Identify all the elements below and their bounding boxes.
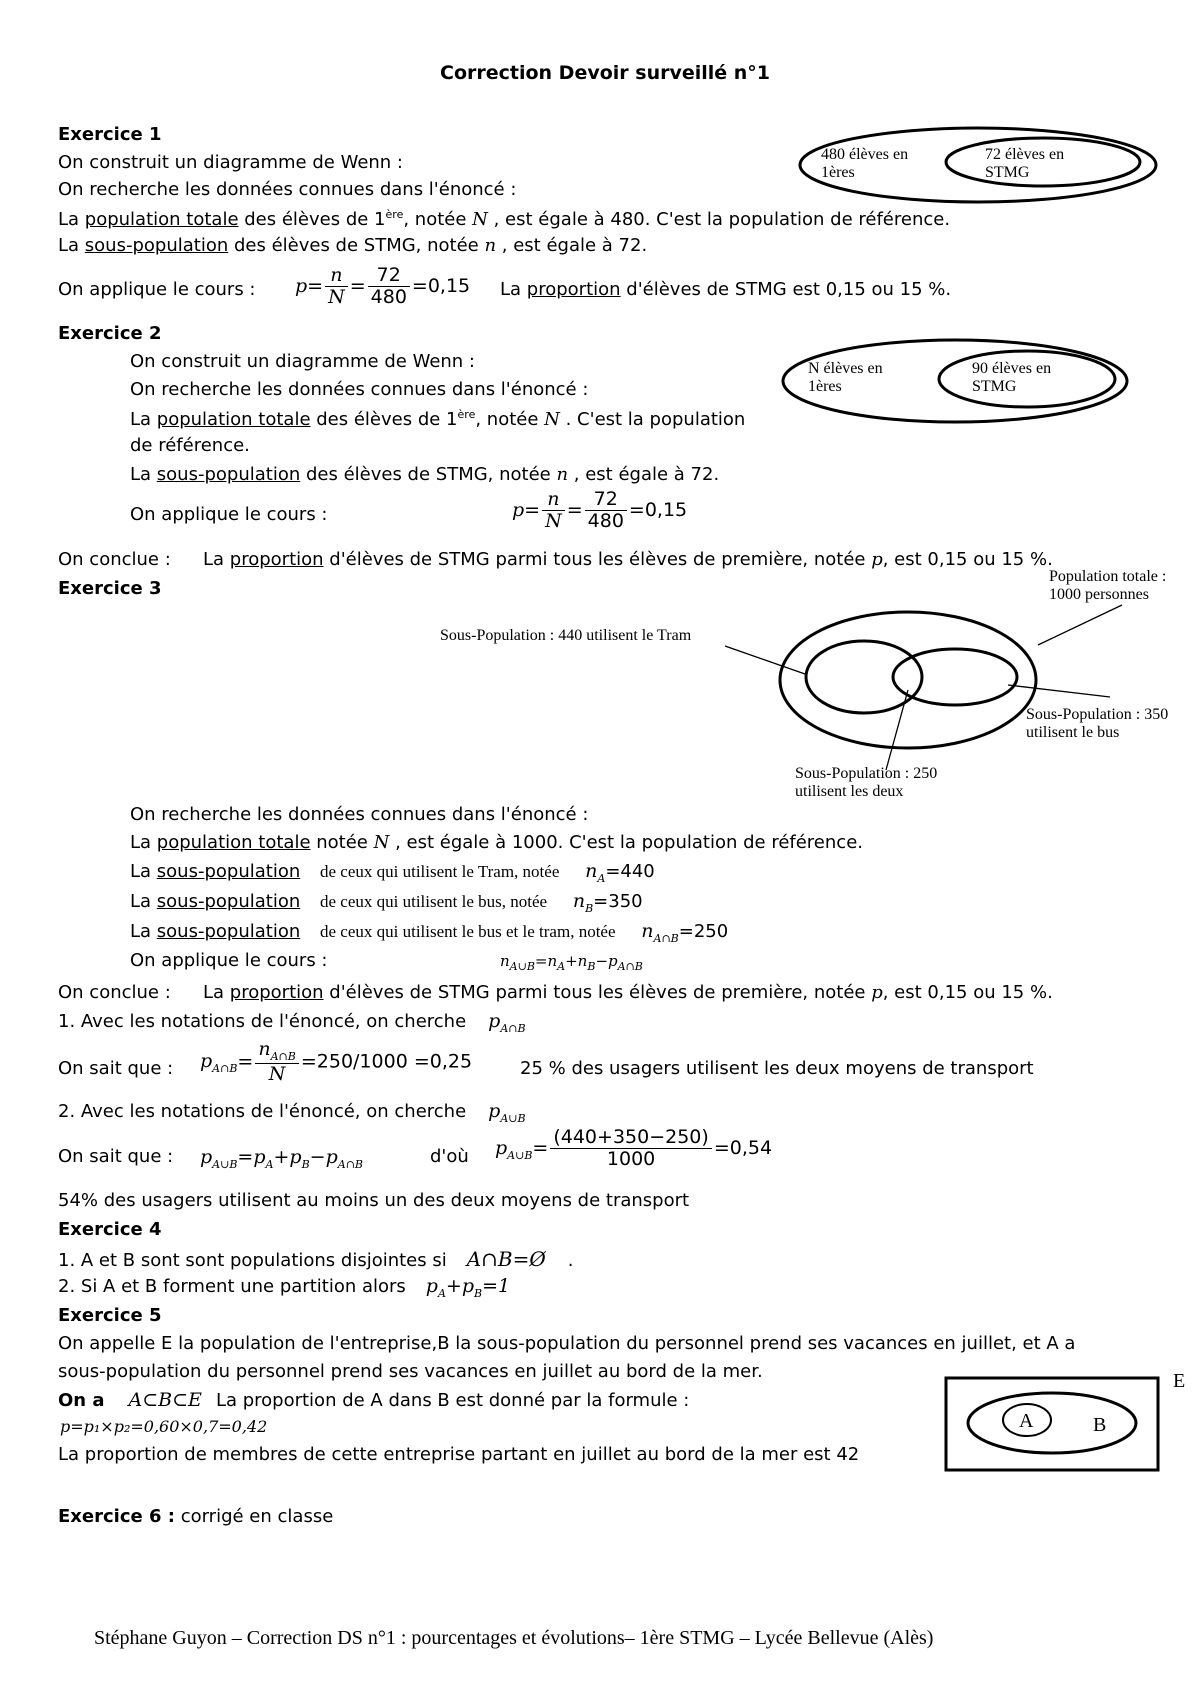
- ex4-line2: 2. Si A et B forment une partition alors $p_A+p_B=1$: [58, 1275, 511, 1300]
- ex3-line2: La population totale notée N , est égale à 1000. C'est la population de référence.: [130, 832, 863, 853]
- ex6-line: Exercice 6 : corrigé en classe: [58, 1506, 334, 1527]
- ex4-line1: 1. A et B sont sont populations disjointes si A∩B=Ø .: [58, 1247, 574, 1271]
- ex1-conclusion: La proportion d'élèves de STMG est 0,15 ou 15 %.: [500, 279, 952, 300]
- ex3-q2-known: On sait que :: [58, 1146, 174, 1167]
- ex3-heading: Exercice 3: [58, 578, 162, 599]
- ex5-label-B: B: [1093, 1414, 1107, 1436]
- ex2-line2: On recherche les données connues dans l'énoncé :: [130, 379, 589, 400]
- ex2-line3: La population totale des élèves de 1ère, notée N . C'est la population: [130, 408, 746, 430]
- ex3-line3: La sous-population de ceux qui utilisent le Tram, notée $n_A=440$: [130, 860, 655, 885]
- ex5-label-E: E: [1173, 1370, 1186, 1392]
- ex5-line3: On a A⊂B⊂E La proportion de A dans B est donné par la formule :: [58, 1389, 690, 1411]
- ex3-q1: 1. Avec les notations de l'énoncé, on cherche $p_{A\cap B}$: [58, 1010, 526, 1035]
- ex5-label-A: A: [1019, 1410, 1034, 1432]
- ex3-tram-label: Sous-Population : 440 utilisent le Tram: [440, 627, 692, 644]
- ex2-line4: La sous-population des élèves de STMG, notée n , est égale à 72.: [130, 464, 720, 485]
- ex3-q2: 2. Avec les notations de l'énoncé, on cherche $p_{A\cup B}$: [58, 1100, 526, 1125]
- ex3-line4: La sous-population de ceux qui utilisent le bus, notée $n_B=350$: [130, 890, 643, 915]
- ex3-course-formula: $n_{A\cup B}=n_A+n_B-p_{A\cap B}$: [500, 952, 643, 973]
- ex2-conclusion: La proportion d'élèves de STMG parmi tous les élèves de première, notée p, est 0,15 ou 15 %.: [203, 549, 1053, 570]
- ex1-line2: On recherche les données connues dans l'énoncé :: [58, 179, 517, 200]
- ex3-q1-known: On sait que :: [58, 1058, 174, 1079]
- ex1-venn-outer-label: 480 élèves en 1ères: [821, 146, 909, 182]
- ex1-venn-inner-label: 72 élèves en STMG: [985, 146, 1065, 182]
- ex1-line3: La population totale des élèves de 1ère, notée N , est égale à 480. C'est la population de référence.: [58, 208, 951, 230]
- ex2-formula: p= $\frac{n}{N}$ = $\frac{72}{480}$ =0,15: [512, 488, 688, 532]
- page-footer: Stéphane Guyon – Correction DS n°1 : pourcentages et évolutions– 1ère STMG – Lycée Bellevue (Alès): [94, 1627, 934, 1649]
- ex4-heading: Exercice 4: [58, 1219, 162, 1240]
- page-title: Correction Devoir surveillé n°1: [440, 62, 771, 84]
- ex3-q1-formula: $p_{A\cap B}=$ $\frac{n_{A\cap B}}{N}$ =250/1000 =0,25: [200, 1038, 473, 1085]
- ex2-venn-inner-label: 90 élèves en STMG: [972, 360, 1052, 396]
- ex1-apply-label: On applique le cours :: [58, 279, 256, 300]
- ex3-line6: On applique le cours :: [130, 950, 328, 971]
- ex5-set-B: [968, 1393, 1136, 1453]
- ex3-total-label: Population totale : 1000 personnes: [1049, 568, 1167, 604]
- ex2-line1: On construit un diagramme de Wenn :: [130, 351, 475, 372]
- ex2-venn-outer-label: N élèves en 1ères: [808, 360, 883, 396]
- ex1-formula: p= $\frac{n}{N}$ = $\frac{72}{480}$ =0,15: [295, 264, 471, 308]
- ex1-line4: La sous-population des élèves de STMG, notée n , est égale à 72.: [58, 235, 648, 256]
- ex3-conclusion: La proportion d'élèves de STMG parmi tous les élèves de première, notée p, est 0,15 ou 15 %.: [203, 982, 1053, 1003]
- ex3-q1-text: 25 % des usagers utilisent les deux moyens de transport: [520, 1058, 1034, 1079]
- ex3-q2-text: 54% des usagers utilisent au moins un des deux moyens de transport: [58, 1190, 690, 1211]
- ex5-line1: On appelle E la population de l'entreprise,B la sous-population du personnel prend ses vacances en juillet, et A a: [58, 1333, 1076, 1354]
- ex1-line1: On construit un diagramme de Wenn :: [58, 152, 403, 173]
- ex2-line3-cont: de référence.: [130, 435, 250, 456]
- ex1-heading: Exercice 1: [58, 124, 162, 145]
- ex3-conclusion-label: On conclue :: [58, 982, 171, 1003]
- ex3-line5: La sous-population de ceux qui utilisent le bus et le tram, notée $n_{A\cap B}=250$: [130, 920, 729, 945]
- ex3-deux-label: Sous-Population : 250 utilisent les deux: [795, 765, 938, 801]
- ex5-line2: sous-population du personnel prend ses vacances en juillet au bord de la mer.: [58, 1361, 763, 1382]
- ex2-heading: Exercice 2: [58, 323, 162, 344]
- ex3-bus-label: Sous-Population : 350 utilisent le bus: [1026, 706, 1169, 742]
- ex3-line1: On recherche les données connues dans l'énoncé :: [130, 804, 589, 825]
- ex2-apply-label: On applique le cours :: [130, 504, 328, 525]
- ex5-line4: p=p₁×p₂=0,60×0,7=0,42: [60, 1417, 268, 1436]
- ex2-conclusion-label: On conclue :: [58, 549, 171, 570]
- ex3-q2-result: $p_{A\cup B}=$ $\frac{(440+350-250)}{1000}$ =0,54: [495, 1126, 773, 1170]
- ex3-q2-dou: d'où: [430, 1146, 469, 1167]
- ex5-line5: La proportion de membres de cette entreprise partant en juillet au bord de la mer est 42: [58, 1444, 860, 1465]
- ex5-heading: Exercice 5: [58, 1305, 162, 1326]
- ex3-q2-formula: $p_{A\cup B}=p_A+p_B-p_{A\cap B}$: [200, 1146, 363, 1171]
